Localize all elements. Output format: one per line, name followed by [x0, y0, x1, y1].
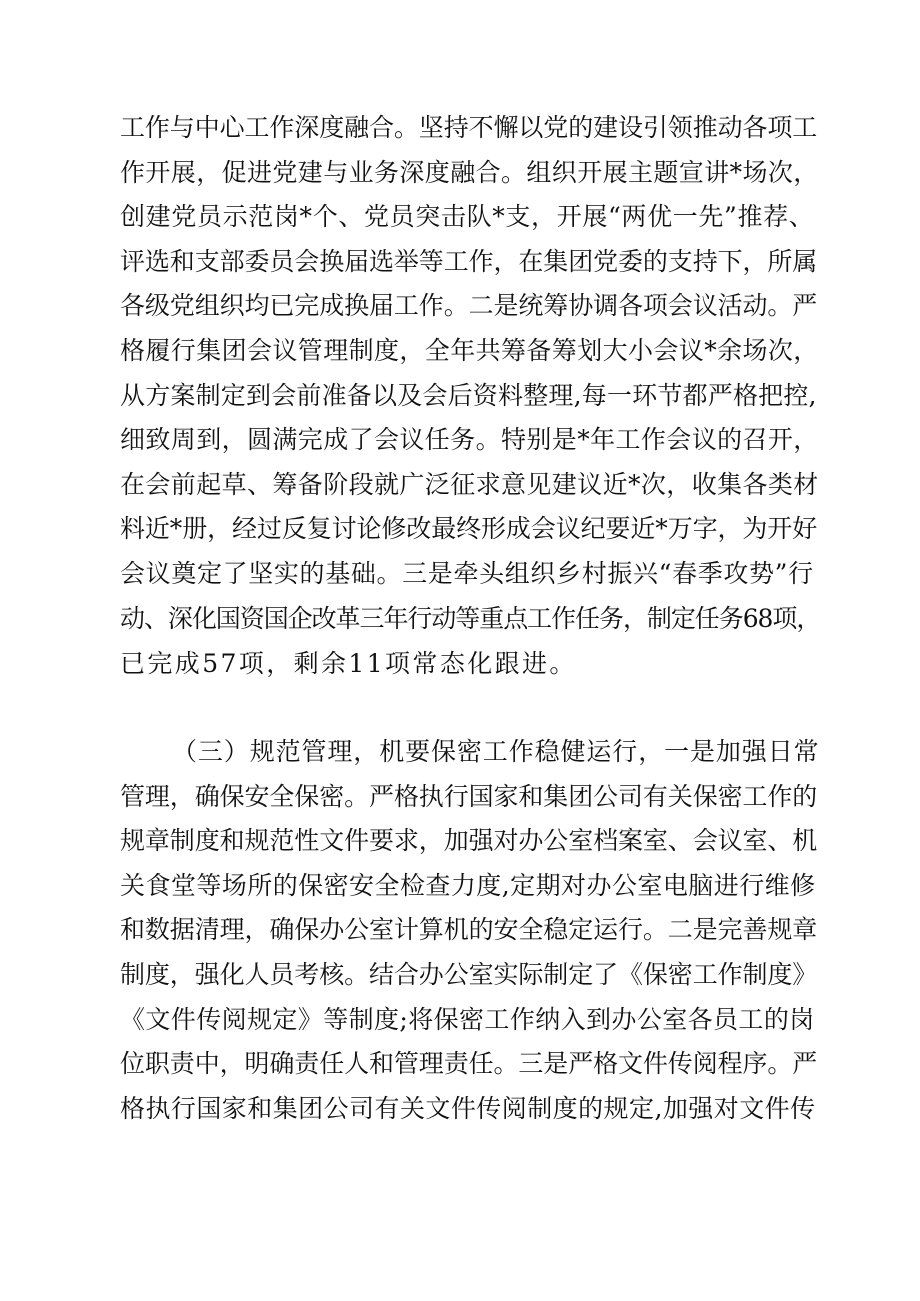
- section-heading-line: （三）规范管理，机要保密工作稳健运行，一是加强日常: [172, 737, 820, 766]
- text-line: 管理，确保安全保密。严格执行国家和集团公司有关保密工作的: [120, 782, 818, 811]
- text-line: 从方案制定到会前准备以及会后资料整理,每一环节都严格把控,: [120, 381, 817, 410]
- text-line: 位职责中，明确责任人和管理责任。三是严格文件传阅程序。严: [120, 1049, 818, 1078]
- text-line: 工作与中心工作深度融合。坚持不懈以党的建设引领推动各项工: [120, 113, 818, 142]
- text-line: 细致周到，圆满完成了会议任务。特别是*年工作会议的召开，: [120, 425, 819, 454]
- text-line: 在会前起草、筹备阶段就广泛征求意见建议近*次，收集各类材: [120, 470, 819, 499]
- text-line: 关食堂等场所的保密安全检查力度,定期对办公室电脑进行维修: [120, 871, 816, 900]
- text-line: 制度，强化人员考核。结合办公室实际制定了《保密工作制度》: [120, 960, 818, 989]
- text-line: 已完成57项，剩余11项常态化跟进。: [120, 649, 577, 678]
- text-line: 作开展，促进党建与业务深度融合。组织开展主题宣讲*场次，: [120, 158, 819, 187]
- text-line: 《文件传阅规定》等制度;将保密工作纳入到办公室各员工的岗: [120, 1005, 815, 1034]
- text-line: 会议奠定了坚实的基础。三是牵头组织乡村振兴“春季攻势”行: [120, 559, 814, 588]
- text-line: 评选和支部委员会换届选举等工作，在集团党委的支持下，所属: [120, 247, 818, 276]
- text-line: 创建党员示范岗*个、党员突击队*支，开展“两优一先”推荐、: [120, 202, 815, 231]
- text-line: 规章制度和规范性文件要求，加强对办公室档案室、会议室、机: [120, 826, 818, 855]
- text-line: 格履行集团会议管理制度，全年共筹备筹划大小会议*余场次，: [120, 336, 819, 365]
- text-line: 和数据清理，确保办公室计算机的安全稳定运行。二是完善规章: [120, 915, 818, 944]
- text-line: 料近*册，经过反复讨论修改最终形成会议纪要近*万字，为开好: [120, 514, 818, 543]
- text-line: 动、深化国资国企改革三年行动等重点工作任务，制定任务68项，: [120, 604, 821, 633]
- text-line: 格执行国家和集团公司有关文件传阅制度的规定,加强对文件传: [120, 1094, 816, 1123]
- text-line: 各级党组织均已完成换届工作。二是统筹协调各项会议活动。严: [120, 291, 818, 320]
